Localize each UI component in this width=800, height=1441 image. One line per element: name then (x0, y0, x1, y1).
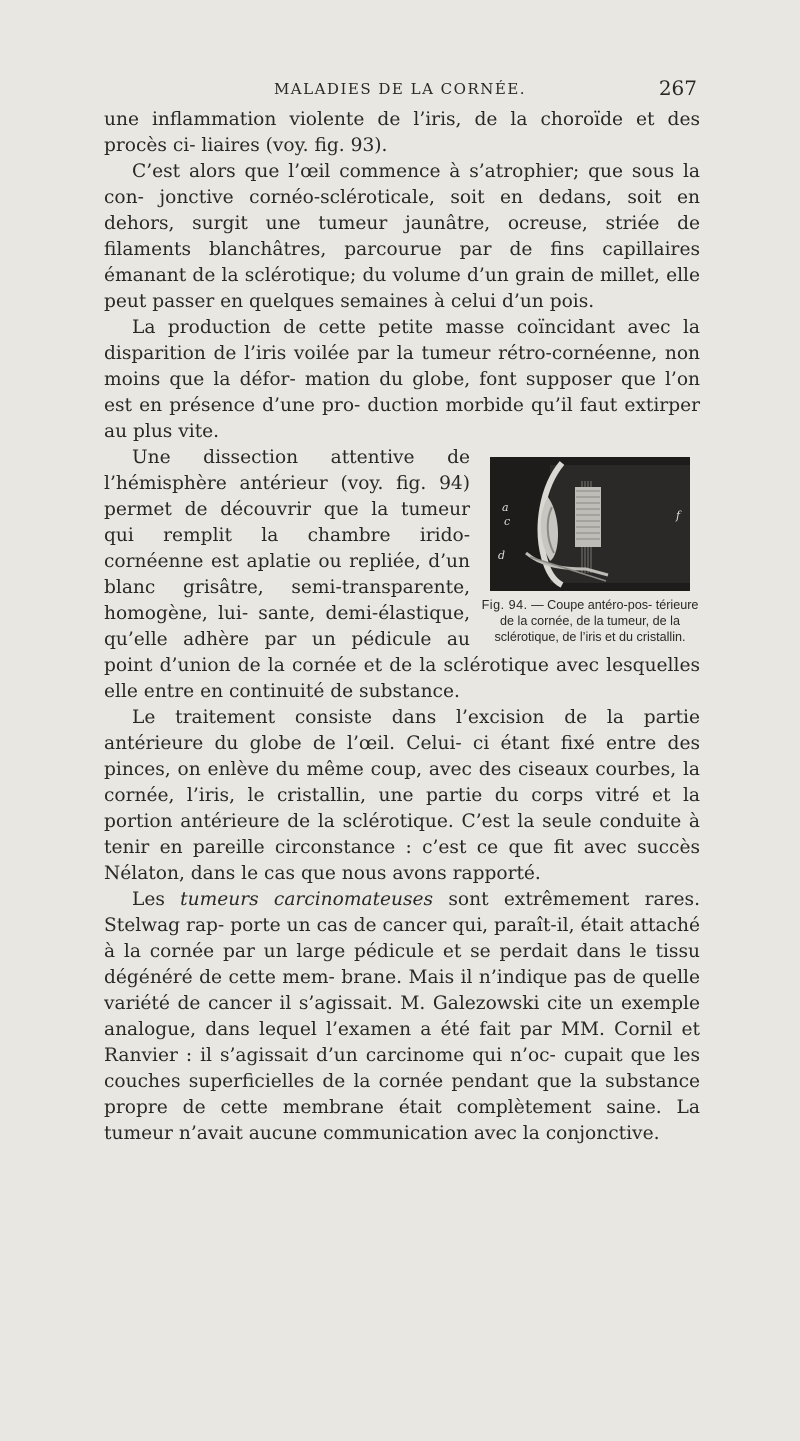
paragraph-2: C’est alors que l’œil commence à s’atrophier; que sous la con- jonctive cornéo-scléroticale, soit en dedans, soit en dehors, surgit une tumeur jaunâtre, ocreuse, striée de filaments blanchâtres, parcourue par de fins capillaires émanant de la sclérotique; du volume d’un grain de millet, elle peut passer en quelques semaines à celui d’un pois. (104, 161, 700, 312)
label-c: c (504, 515, 511, 528)
paragraph-6-lead: Les (132, 889, 181, 910)
paragraph-6-emphasis: tumeurs carcinomateuses (180, 889, 434, 910)
paragraph-5: Le traitement consiste dans l’excision de la partie antérieure du globe de l’œil. Celui- ci étant fixé entre des pinces, on enlève du même coup, avec des ciseaux courbes, la cornée, l’iris, le cristallin, une partie du corps vitré et la portion antérieure de la sclérotique. C’est la seule conduite à tenir en pareille circonstance : c’est ce que fit avec succès Nélaton, dans le cas que nous avons rapporté. (104, 707, 700, 884)
figure-94 (480, 457, 700, 645)
paragraph-3: La production de cette petite masse coïncidant avec la disparition de l’iris voilée par la tumeur rétro-cornéenne, non moins que la défor- mation du globe, font supposer que l’on est en présence d’une pro- duction morbide qu’il faut extirper au plus vite. (104, 317, 700, 442)
page-header (0, 78, 800, 102)
paragraph-1: une inflammation violente de l’iris, de la choroïde et des procès ci- liaires (voy. fig. 93). (104, 109, 700, 156)
figure-caption (480, 597, 700, 645)
paragraph-4: Une dissection attentive de l’hémisphère antérieur (voy. fig. 94) permet de découvrir que la tumeur qui remplit la chambre irido- cornéenne est aplatie ou repliée, d’un blanc grisâtre, semi-transparente, homogène, lui- sante, demi-élastique, qu’elle adhère par un pédicule au point d’union de la cornée et de la sclérotique avec lesquelles elle entre en continuité de substance. (104, 447, 700, 702)
label-f: f (676, 509, 681, 522)
page-number: 267 (658, 76, 697, 100)
running-title: MALADIES DE LA CORNÉE. (273, 80, 527, 98)
label-d: d (498, 549, 506, 562)
paragraph-6-rest: sont extrêmement rares. Stelwag rap- porte un cas de cancer qui, paraît-il, était attaché à la cornée par un large pédicule et se perdait dans le tissu dégénéré de cette mem- brane. Mais il n’indique pas de quelle variété de cancer il s’agissait. M. Galezowski cite un exemple analogue, dans lequel l’examen a été fait par MM. Cornil et Ranvier : il s’agissait d’un carcinome qui n’oc- cupait que les couches superficielles de la cornée pendant que la substance propre de cette membrane était complètement saine. La tumeur n’avait aucune communication avec la conjonctive. (104, 889, 700, 1144)
eye-section-illustration (490, 457, 690, 591)
body-text (104, 107, 700, 1147)
figure-label: Fig. 94. (481, 598, 528, 612)
figure-caption-text: — Coupe antéro-pos- térieure de la cornée, de la tumeur, de la sclérotique, de l’iris et du cristallin. (494, 598, 699, 644)
paragraph-6 (104, 887, 700, 1147)
label-a: a (502, 501, 509, 514)
